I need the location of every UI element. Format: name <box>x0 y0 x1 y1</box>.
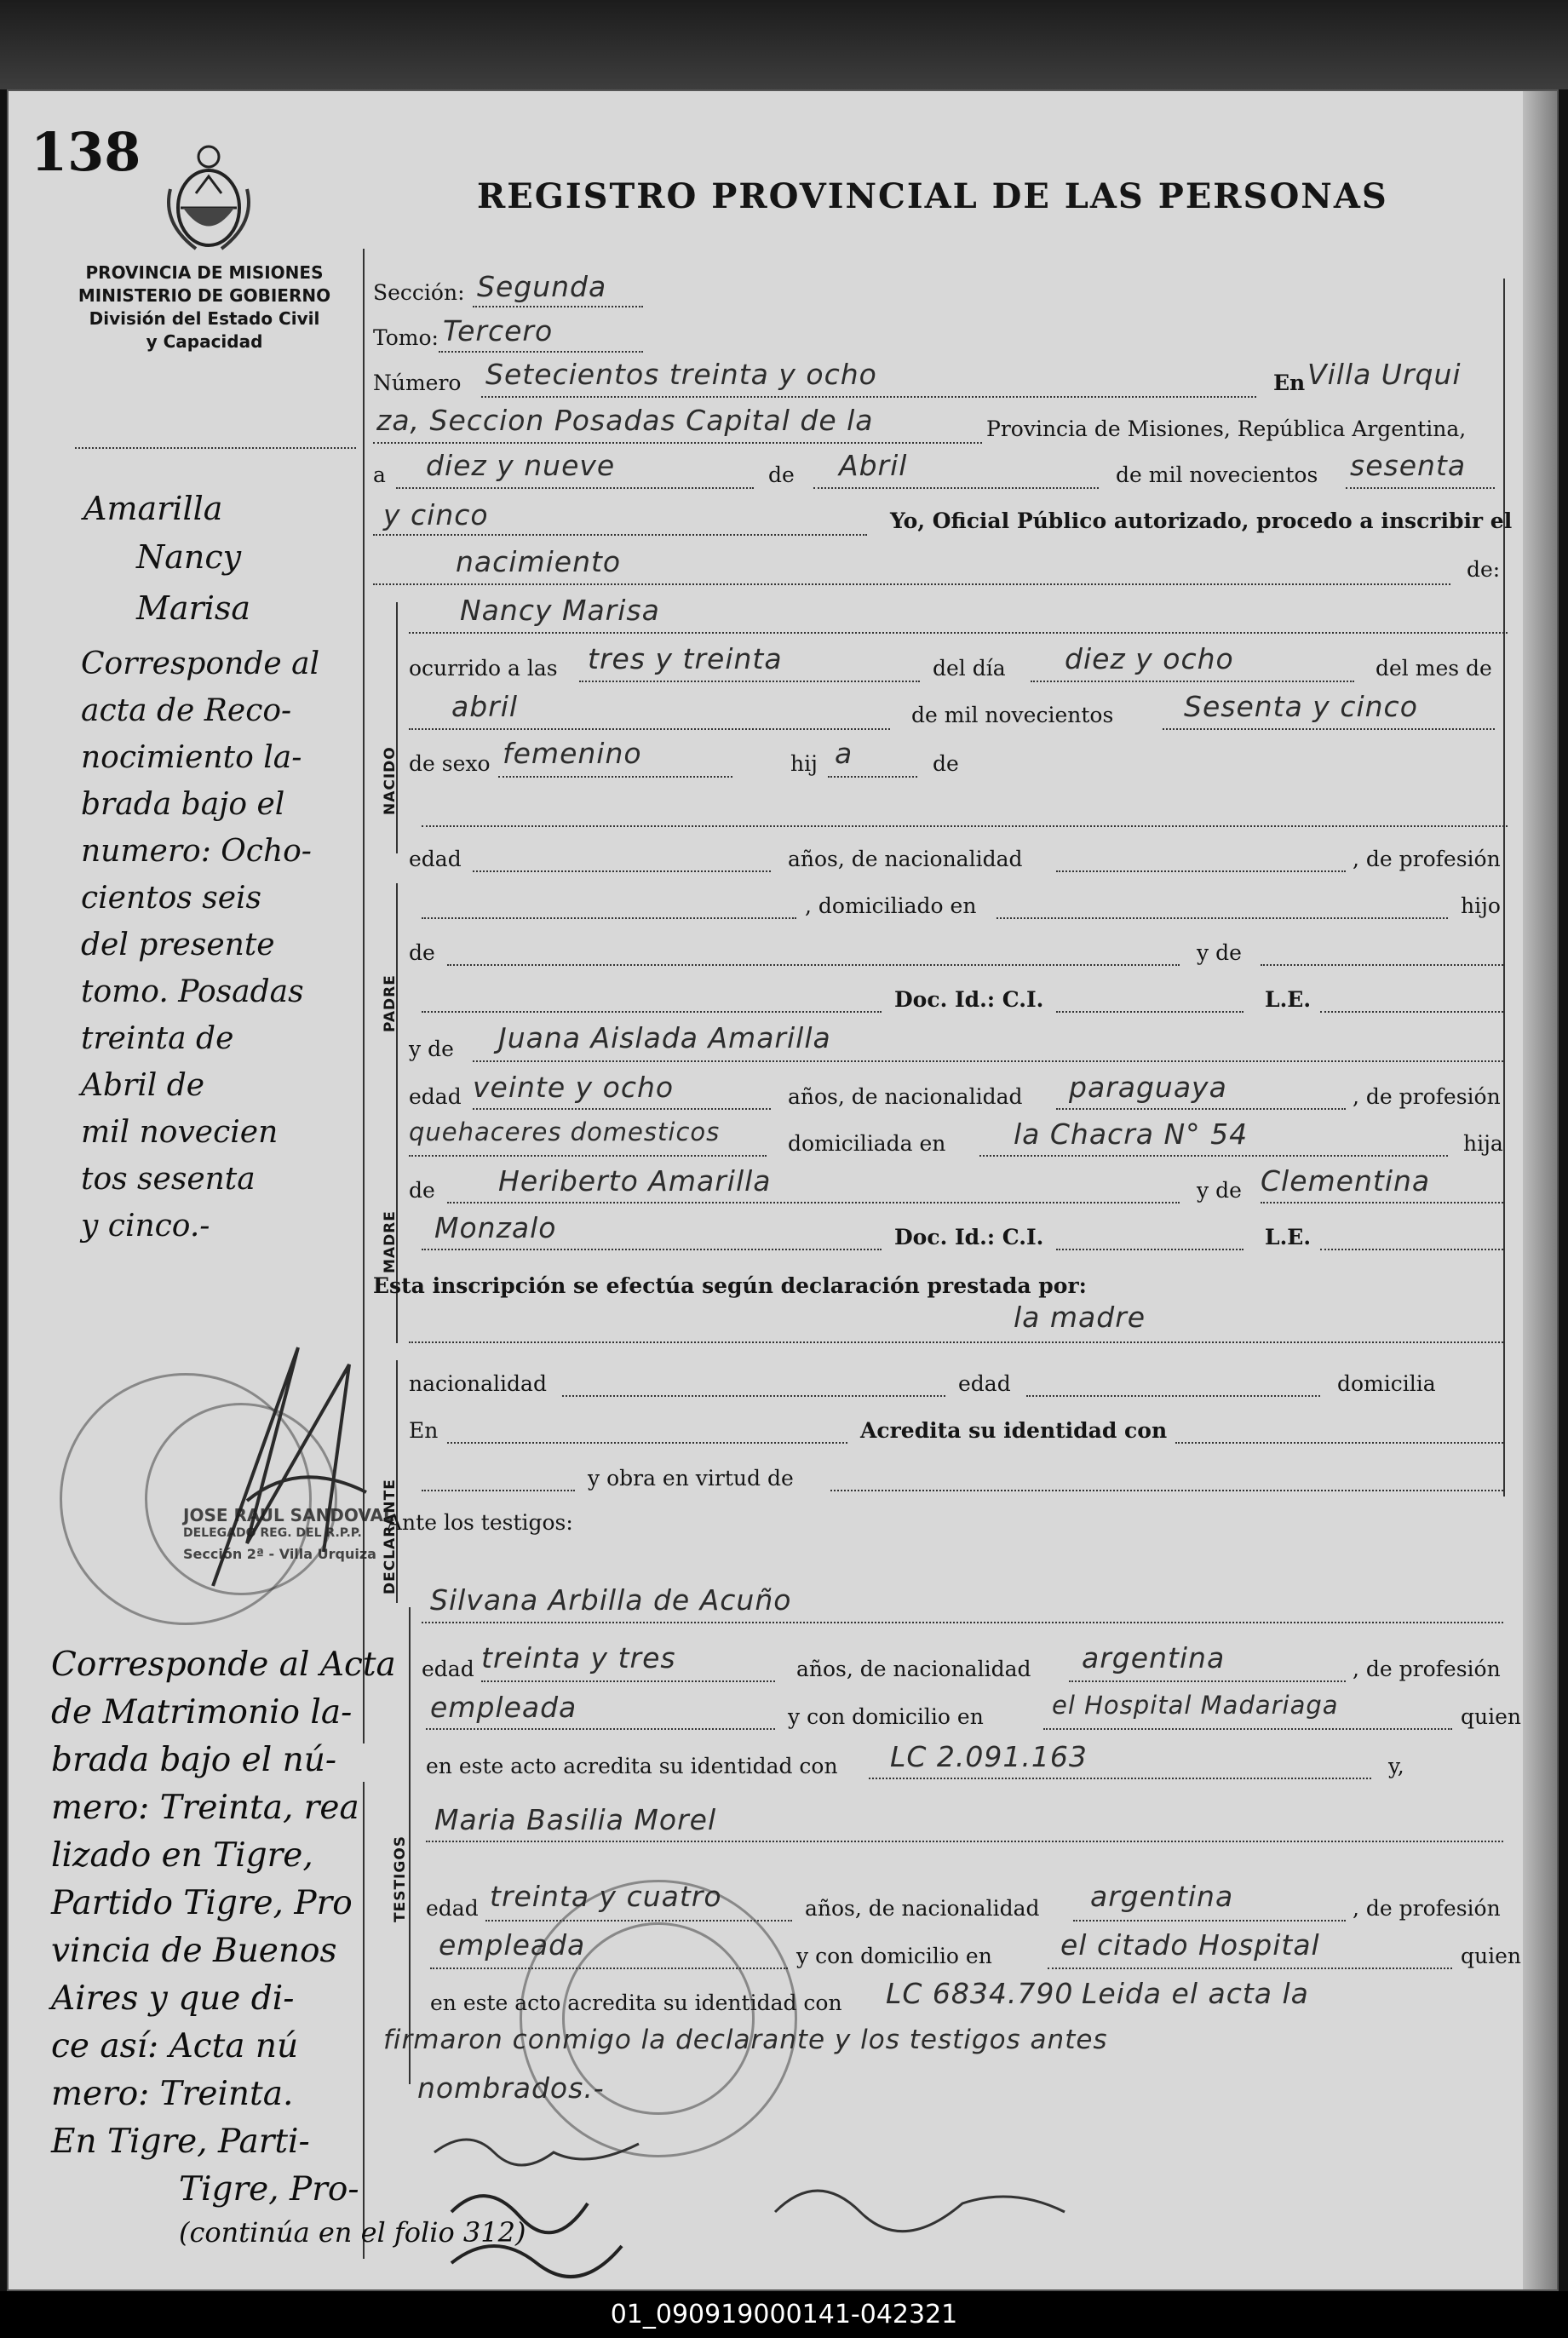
madre-section-label: MADRE <box>382 1210 399 1273</box>
t1-edad-label: edad <box>422 1657 474 1681</box>
year-label: de mil novecientos <box>1116 462 1318 487</box>
t2-edad-label: edad <box>426 1896 479 1921</box>
oficial-label: Yo, Oficial Público autorizado, procedo a inscribir el <box>890 508 1513 533</box>
numero-label: Número <box>373 371 462 395</box>
register-page <box>7 89 1559 2291</box>
a-label: a <box>373 462 386 487</box>
province-name: PROVINCIA DE MISIONES <box>85 262 324 283</box>
mil-nov-label: de mil novecientos <box>911 703 1114 727</box>
witness2-address-value: el citado Hospital <box>1060 1928 1320 1962</box>
place-value-2: za, Seccion Posadas Capital de la <box>376 404 874 437</box>
testigos-bracket <box>409 1607 411 2084</box>
en-label: En <box>1273 371 1306 395</box>
mother-name-value: Juana Aislada Amarilla <box>498 1021 831 1054</box>
witness-signatures-icon <box>417 2118 1184 2289</box>
t1-y-label: y, <box>1388 1754 1404 1778</box>
nacido-section-label: NACIDO <box>382 746 399 815</box>
page-title: REGISTRO PROVINCIAL DE LAS PERSONAS <box>477 176 1388 216</box>
hij-suffix-value: a <box>835 737 853 770</box>
scan-id-footer: 01_090919000141-042321 <box>0 2291 1568 2338</box>
madre-yde-label: y de <box>409 1037 454 1061</box>
t2-acredita-label: en este acto acredita su identidad con <box>430 1990 842 2015</box>
decl-en-label: En <box>409 1418 439 1443</box>
continuation-note: (continúa en el folio 312) <box>179 2216 526 2249</box>
testigos-section-label: TESTIGOS <box>392 1835 409 1922</box>
coat-of-arms-icon <box>162 138 256 257</box>
sexo-label: de sexo <box>409 751 491 776</box>
declarante-section-label: DECLARANTE <box>382 1479 399 1594</box>
de-label-2: de <box>933 751 959 776</box>
witness1-age-value: treinta y tres <box>481 1641 676 1675</box>
official-name: JOSE RAUL SANDOVAL <box>183 1505 394 1525</box>
de-colon-label: de: <box>1467 557 1501 582</box>
mother-age-value: veinte y ocho <box>473 1071 675 1104</box>
witness1-profession-value: empleada <box>430 1691 577 1724</box>
madre-de-label: de <box>409 1178 435 1203</box>
t1-quien-label: quien <box>1461 1704 1521 1729</box>
decl-dom-label: domicilia <box>1337 1371 1436 1396</box>
madre-prof-label: , de profesión <box>1353 1084 1501 1109</box>
madre-hija-label: hija <box>1463 1131 1503 1156</box>
witness2-doc-value: LC 6834.790 <box>886 1977 1074 2010</box>
decl-nac-label: nacionalidad <box>409 1371 547 1396</box>
act-type-value: nacimiento <box>456 545 622 578</box>
sex-value: femenino <box>503 737 642 770</box>
padre-nac-label: años, de nacionalidad <box>788 847 1023 871</box>
grandmother-value-1: Clementina <box>1261 1164 1431 1198</box>
tomo-value: Tercero <box>443 314 554 348</box>
padre-yde-label: y de <box>1197 940 1242 965</box>
mother-address-value: la Chacra N° 54 <box>1014 1117 1249 1151</box>
padre-de-label: de <box>409 940 435 965</box>
division-name-cont: y Capacidad <box>146 331 263 352</box>
witness1-name-value: Silvana Arbilla de Acuño <box>430 1583 792 1617</box>
seccion-value: Segunda <box>477 270 607 303</box>
year-value-1: sesenta <box>1350 449 1467 482</box>
decl-obra-label: y obra en virtud de <box>588 1466 794 1491</box>
born-name-value: Nancy Marisa <box>460 594 660 627</box>
witness1-address-value: el Hospital Madariaga <box>1052 1691 1339 1720</box>
madre-le-label: L.E. <box>1265 1225 1312 1249</box>
madre-nac-label: años, de nacionalidad <box>788 1084 1023 1109</box>
witness2-nationality-value: argentina <box>1090 1880 1234 1913</box>
closing-line-2: firmaron conmigo la declarante y los testigos antes <box>383 2025 1108 2055</box>
grandmother-value-2: Monzalo <box>434 1211 557 1244</box>
madre-doc-label: Doc. Id.: C.I. <box>894 1225 1044 1249</box>
madre-dom-label: domiciliada en <box>788 1131 946 1156</box>
hour-value: tres y treinta <box>588 642 783 675</box>
margin-surname: Amarilla <box>83 490 223 527</box>
t2-nac-label: años, de nacionalidad <box>805 1896 1040 1921</box>
seccion-label: Sección: <box>373 280 465 305</box>
padre-hijo-label: hijo <box>1461 893 1501 918</box>
padre-prof-label: , de profesión <box>1353 847 1501 871</box>
padre-section-label: PADRE <box>382 974 399 1032</box>
birth-year-value: Sesenta y cinco <box>1184 690 1418 723</box>
del-dia-label: del día <box>933 656 1006 681</box>
declarant-value: la madre <box>1014 1301 1146 1334</box>
folio-number: 138 <box>31 121 141 183</box>
witness2-profession-value: empleada <box>439 1928 586 1962</box>
division-name: División del Estado Civil <box>89 308 320 329</box>
month-value: Abril <box>839 449 908 482</box>
witness2-age-value: treinta y cuatro <box>490 1880 722 1913</box>
madre-yde-label-2: y de <box>1197 1178 1242 1203</box>
nacido-bracket <box>396 602 398 853</box>
birth-month-value: abril <box>451 690 519 723</box>
t1-nac-label: años, de nacionalidad <box>796 1657 1031 1681</box>
place-value-1: Villa Urqui <box>1307 358 1462 391</box>
padre-doc-label: Doc. Id.: C.I. <box>894 987 1044 1012</box>
decl-edad-label: edad <box>958 1371 1011 1396</box>
grandfather-value: Heriberto Amarilla <box>498 1164 772 1198</box>
mother-profession-value: quehaceres domesticos <box>409 1117 721 1146</box>
tomo-label: Tomo: <box>373 325 439 350</box>
de-label: de <box>768 462 795 487</box>
margin-name-1: Nancy <box>136 538 242 576</box>
padre-edad-label: edad <box>409 847 462 871</box>
t1-acredita-label: en este acto acredita su identidad con <box>426 1754 838 1778</box>
declaracion-label: Esta inscripción se efectúa según declaración prestada por: <box>373 1273 1087 1298</box>
ministry-name: MINISTERIO DE GOBIERNO <box>78 285 331 306</box>
birth-day-value: diez y ocho <box>1065 642 1234 675</box>
scan-top-edge <box>0 0 1568 89</box>
numero-value: Setecientos treinta y ocho <box>485 358 877 391</box>
t2-dom-label: y con domicilio en <box>796 1944 992 1968</box>
day-value: diez y nueve <box>426 449 616 482</box>
witness1-nationality-value: argentina <box>1082 1641 1226 1675</box>
mother-nationality-value: paraguaya <box>1069 1071 1227 1104</box>
ocurrido-label: ocurrido a las <box>409 656 558 681</box>
closing-line-1: Leida el acta la <box>1082 1977 1309 2010</box>
witness1-doc-value: LC 2.091.163 <box>890 1740 1088 1773</box>
year-value-2: y cinco <box>383 498 489 531</box>
official-signature-icon <box>196 1330 375 1611</box>
madre-edad-label: edad <box>409 1084 462 1109</box>
margin-name-2: Marisa <box>136 589 251 627</box>
registry-stamp-bottom-inner <box>562 1922 755 2115</box>
witness2-name-value: Maria Basilia Morel <box>434 1803 717 1836</box>
right-border <box>1503 279 1505 1496</box>
official-title: DELEGADO REG. DEL R.P.P. <box>183 1526 362 1540</box>
padre-le-label: L.E. <box>1265 987 1312 1012</box>
t2-prof-label: , de profesión <box>1353 1896 1501 1921</box>
t1-dom-label: y con domicilio en <box>788 1704 984 1729</box>
closing-line-3: nombrados.- <box>417 2071 605 2105</box>
padre-dom-label: , domiciliado en <box>805 893 977 918</box>
office-header <box>60 261 349 353</box>
official-place: Sección 2ª - Villa Urquiza <box>183 1546 376 1562</box>
hij-label: hij <box>790 751 818 776</box>
decl-acredita-label: Acredita su identidad con <box>860 1418 1168 1443</box>
del-mes-label: del mes de <box>1376 656 1492 681</box>
testigos-label: Ante los testigos: <box>387 1510 573 1535</box>
margin-note-marriage: Corresponde al Acta de Matrimonio la- brada bajo el nú- mero: Treinta, rea lizado en Tigre, Partido Tigre, Pro vincia de Buenos Aires y que di- ce así: Acta nú mero: Treinta. En Tigre, Parti- Tigre, Pro- <box>51 1646 396 2209</box>
province-label: Provincia de Misiones, República Argentina, <box>986 416 1467 441</box>
t2-quien-label: quien <box>1461 1944 1521 1968</box>
margin-note-recognition: Corresponde al acta de Reco- nocimiento la- brada bajo el numero: Ocho- cientos seis del presente tomo. Posadas treinta de Abril de mil novecien tos sesenta y cinco.- <box>81 646 320 1244</box>
t1-prof-label: , de profesión <box>1353 1657 1501 1681</box>
